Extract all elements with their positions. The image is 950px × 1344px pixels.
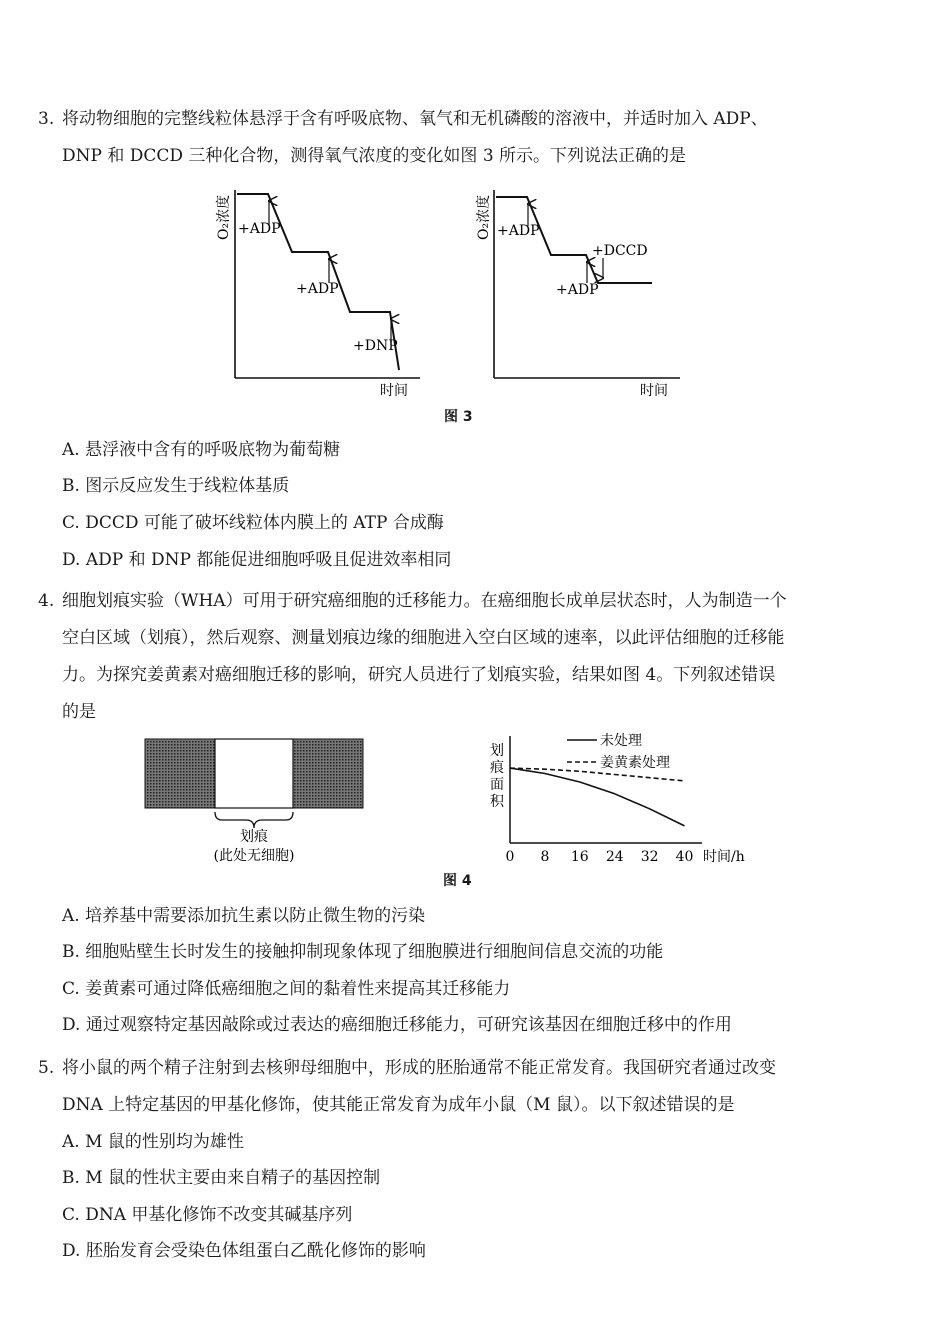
q4-option-c: C. 姜黄素可通过降低癌细胞之间的黏着性来提高其迁移能力 — [62, 979, 511, 999]
q5-option-d: D. 胚胎发育会受染色体组蛋白乙酰化修饰的影响 — [62, 1241, 426, 1261]
question-4-stem — [38, 583, 898, 731]
y-axis-label — [490, 742, 505, 810]
question-number: 3. — [38, 109, 55, 129]
x-tick-label: 40 — [675, 849, 694, 865]
label-dccd: +DCCD — [592, 243, 648, 259]
question-5-stem — [38, 1050, 898, 1124]
x-tick-label: 16 — [570, 849, 589, 865]
question-number: 4. — [38, 591, 55, 611]
figure-3-caption: 图 3 — [444, 409, 473, 425]
xlabel-right: 时间 — [640, 383, 668, 399]
cell-layer-right — [293, 739, 363, 808]
figure-3-left-panel — [215, 190, 420, 399]
x-tick-label: 32 — [640, 849, 659, 865]
q3-option-d: D. ADP 和 DNP 都能促进细胞呼吸且促进效率相同 — [62, 550, 452, 570]
stem-line: 空白区域（划痕），然后观察、测量划痕边缘的细胞进入空白区域的速率，以此评估细胞的迁移能 — [62, 628, 785, 648]
ylabel-right: O₂浓度 — [476, 194, 492, 240]
chart-legend — [567, 732, 670, 771]
x-tick-label: 8 — [540, 849, 550, 865]
stem-line: 力。为探究姜黄素对癌细胞迁移的影响，研究人员进行了划痕实验，结果如图 4。下列叙述错误 — [62, 665, 776, 685]
cell-layer-left — [145, 739, 215, 808]
q5-option-b: B. M 鼠的性状主要由来自精子的基因控制 — [62, 1168, 381, 1188]
q4-option-a: A. 培养基中需要添加抗生素以防止微生物的污染 — [62, 906, 426, 926]
ylabel-char: 积 — [490, 794, 504, 810]
scratch-area — [215, 739, 293, 808]
q3-option-a: A. 悬浮液中含有的呼吸底物为葡萄糖 — [62, 440, 341, 460]
x-tick-label: 24 — [605, 849, 624, 865]
q5-option-c: C. DNA 甲基化修饰不改变其碱基序列 — [62, 1205, 353, 1225]
scratch-note: (此处无细胞) — [213, 848, 295, 864]
scratch-brace — [215, 812, 293, 828]
scratch-area-chart — [480, 725, 770, 870]
question-number: 5. — [38, 1058, 55, 1078]
q3-option-c: C. DCCD 可能了破坏线粒体内膜上的 ATP 合成酶 — [62, 513, 444, 533]
ylabel-char: 面 — [490, 777, 504, 793]
stem-line: 将小鼠的两个精子注射到去核卵母细胞中，形成的胚胎通常不能正常发育。我国研究者通过改变 — [62, 1058, 776, 1078]
x-tick-label: 0 — [505, 849, 515, 865]
o2-curve-right — [496, 197, 652, 283]
label-adp-r2: +ADP — [556, 282, 599, 298]
q5-option-a: A. M 鼠的性别均为雄性 — [62, 1132, 244, 1152]
q4-option-b: B. 细胞贴壁生长时发生的接触抑制现象体现了细胞膜进行细胞间信息交流的功能 — [62, 942, 664, 962]
stem-line: 细胞划痕实验（WHA）可用于研究癌细胞的迁移能力。在癌细胞长成单层状态时，人为制造一个 — [62, 591, 787, 611]
q3-option-b: B. 图示反应发生于线粒体基质 — [62, 476, 290, 496]
legend-curcumin: 姜黄素处理 — [600, 755, 670, 771]
label-adp-1: +ADP — [238, 221, 281, 237]
stem-line: DNP 和 DCCD 三种化合物，测得氧气浓度的变化如图 3 所示。下列说法正确的是 — [62, 146, 687, 166]
series-line-untreated — [510, 768, 685, 826]
figure-3-right-panel — [475, 190, 680, 399]
figure-4-caption: 图 4 — [443, 873, 472, 889]
stem-line: 将动物细胞的完整线粒体悬浮于含有呼吸底物、氧气和无机磷酸的溶液中，并适时加入 ADP、 — [62, 109, 768, 129]
question-3-stem — [38, 101, 898, 175]
legend-untreated: 未处理 — [600, 733, 642, 749]
stem-line: 的是 — [62, 702, 96, 722]
q4-option-d: D. 通过观察特定基因敲除或过表达的癌细胞迁移能力，可研究该基因在细胞迁移中的作用 — [62, 1015, 732, 1035]
scratch-label: 划痕 — [240, 829, 268, 845]
chart-xlabel: 时间/h — [703, 849, 745, 865]
label-adp-r1: +ADP — [497, 223, 540, 239]
ylabel-char: 划 — [490, 743, 504, 759]
label-adp-2: +ADP — [296, 281, 339, 297]
ylabel-left: O₂浓度 — [216, 194, 232, 240]
scratch-diagram — [140, 735, 370, 865]
figure-3 — [200, 180, 690, 405]
ylabel-char: 痕 — [490, 760, 504, 776]
xlabel-left: 时间 — [380, 383, 408, 399]
stem-line: DNA 上特定基因的甲基化修饰，使其能正常发育为成年小鼠（M 鼠）。以下叙述错误的是 — [62, 1095, 735, 1115]
label-dnp: +DNP — [353, 338, 398, 354]
